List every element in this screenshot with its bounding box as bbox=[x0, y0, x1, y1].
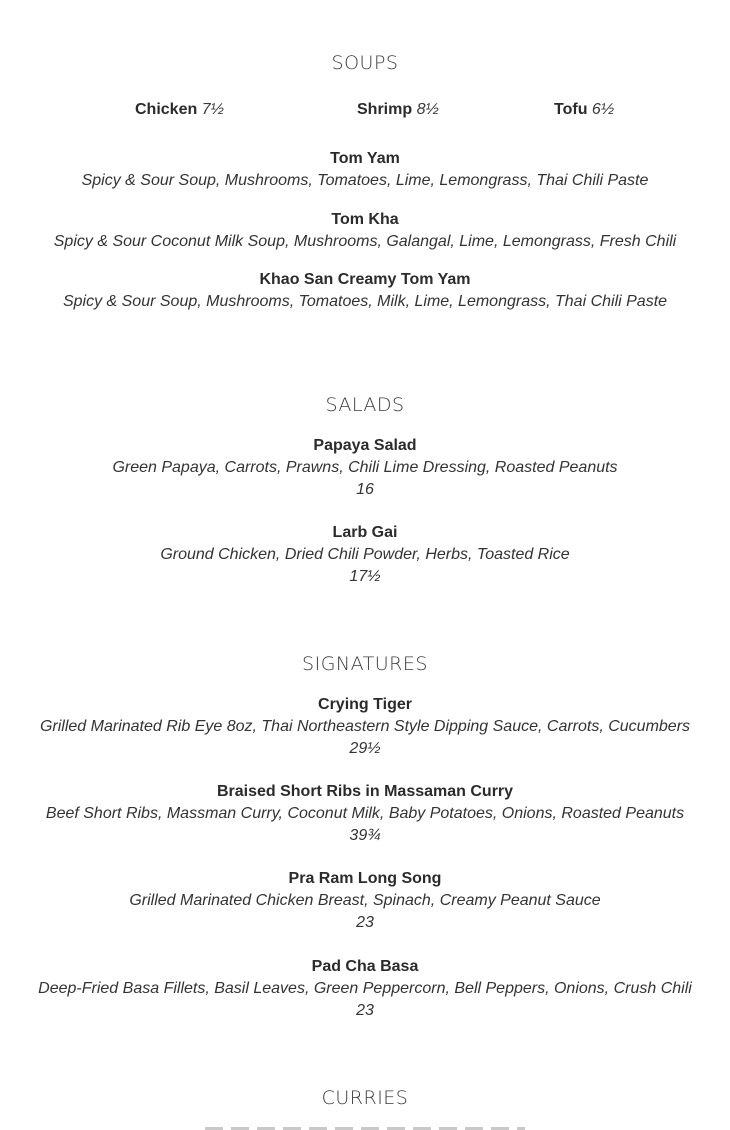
protein-price: 8½ bbox=[416, 101, 439, 118]
item-price: 23 bbox=[356, 1002, 374, 1019]
item-name: Tom Yam bbox=[330, 150, 400, 167]
item-description: Grilled Marinated Rib Eye 8oz, Thai Northeastern Style Dipping Sauce, Carrots, Cucumbers bbox=[39, 718, 691, 735]
menu-item-tom-yam bbox=[0, 148, 730, 192]
protein-price: 6½ bbox=[591, 101, 615, 118]
item-description: Deep-Fried Basa Fillets, Basil Leaves, Green Peppercorn, Bell Peppers, Onions, Crush Chili bbox=[38, 980, 692, 997]
menu-item-papaya-salad bbox=[0, 435, 730, 501]
protein-name: Chicken bbox=[135, 101, 198, 118]
protein-name: Shrimp bbox=[357, 101, 413, 118]
protein-option-tofu bbox=[554, 99, 614, 121]
protein-name: Tofu bbox=[554, 101, 588, 118]
soups-heading: SOUPS bbox=[331, 52, 399, 74]
item-description: Green Papaya, Carrots, Prawns, Chili Lime Dressing, Roasted Peanuts bbox=[112, 459, 618, 476]
menu-item-pra-ram-long-song bbox=[0, 868, 730, 934]
item-price: 29½ bbox=[349, 740, 381, 757]
item-name: Khao San Creamy Tom Yam bbox=[259, 271, 471, 288]
protein-option-shrimp bbox=[357, 99, 439, 121]
item-name: Pra Ram Long Song bbox=[288, 870, 442, 887]
item-description: Grilled Marinated Chicken Breast, Spinach, Creamy Peanut Sauce bbox=[129, 892, 601, 909]
item-description: Ground Chicken, Dried Chili Powder, Herbs, Toasted Rice bbox=[160, 546, 570, 563]
menu-item-crying-tiger bbox=[0, 694, 730, 760]
menu-item-pad-cha-basa bbox=[0, 956, 730, 1022]
item-price: 16 bbox=[356, 481, 374, 498]
item-name: Crying Tiger bbox=[318, 696, 412, 713]
item-name: Braised Short Ribs in Massaman Curry bbox=[216, 783, 514, 800]
item-name: Larb Gai bbox=[332, 524, 398, 541]
salads-heading: SALADS bbox=[325, 394, 405, 416]
menu-item-braised-short-ribs bbox=[0, 781, 730, 847]
item-name: Papaya Salad bbox=[313, 437, 417, 454]
item-name: Pad Cha Basa bbox=[311, 958, 419, 975]
cut-off-text-line bbox=[205, 1124, 525, 1130]
item-price: 23 bbox=[356, 914, 374, 931]
protein-option-chicken bbox=[135, 99, 224, 121]
item-price: 39¾ bbox=[349, 827, 381, 844]
item-price: 17½ bbox=[349, 568, 381, 585]
menu-item-khao-san-creamy-tom-yam bbox=[0, 269, 730, 313]
signatures-heading: SIGNATURES bbox=[302, 653, 428, 675]
curries-heading: CURRIES bbox=[321, 1087, 409, 1109]
soup-protein-options bbox=[0, 99, 730, 121]
item-name: Tom Kha bbox=[331, 211, 399, 228]
protein-price: 7½ bbox=[201, 101, 224, 118]
item-description: Spicy & Sour Soup, Mushrooms, Tomatoes, Lime, Lemongrass, Thai Chili Paste bbox=[81, 172, 649, 189]
item-description: Spicy & Sour Coconut Milk Soup, Mushrooms, Galangal, Lime, Lemongrass, Fresh Chili bbox=[53, 233, 677, 250]
item-description: Spicy & Sour Soup, Mushrooms, Tomatoes, Milk, Lime, Lemongrass, Thai Chili Paste bbox=[62, 293, 668, 310]
menu-item-larb-gai bbox=[0, 522, 730, 588]
item-description: Beef Short Ribs, Massman Curry, Coconut Milk, Baby Potatoes, Onions, Roasted Peanuts bbox=[45, 805, 685, 822]
menu-item-tom-kha bbox=[0, 209, 730, 253]
